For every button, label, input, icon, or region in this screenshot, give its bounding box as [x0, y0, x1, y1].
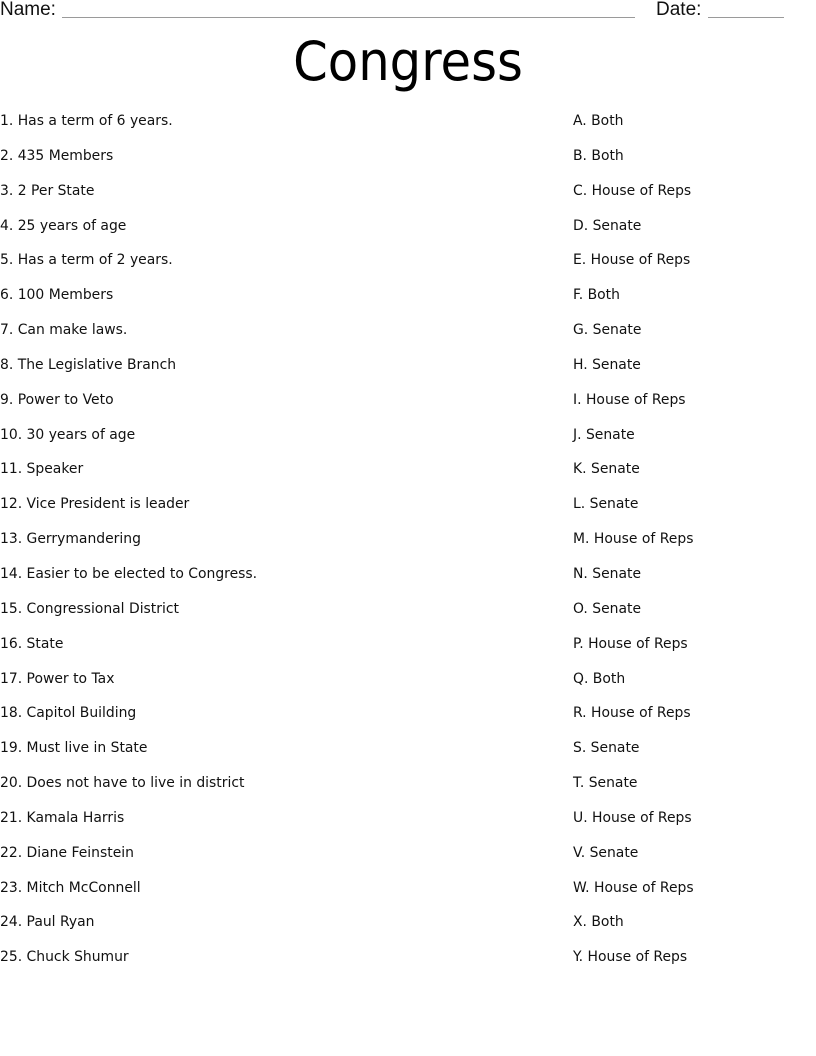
answer-item: Y. House of Reps [573, 949, 688, 966]
answer-item: T. Senate [573, 775, 638, 792]
answer-item: D. Senate [573, 217, 642, 234]
question-item: 15. Congressional District [0, 600, 179, 617]
answer-item: F. Both [573, 287, 620, 304]
question-item: 13. Gerrymandering [0, 531, 141, 548]
answer-item: O. Senate [573, 600, 642, 617]
answer-item: N. Senate [573, 565, 642, 582]
answer-item: L. Senate [573, 496, 639, 513]
question-item: 21. Kamala Harris [0, 809, 125, 826]
question-item: 22. Diane Feinstein [0, 844, 134, 861]
answer-item: C. House of Reps [573, 182, 692, 199]
answer-item: S. Senate [573, 740, 640, 757]
name-blank-line [62, 17, 635, 18]
answer-item: R. House of Reps [573, 705, 691, 722]
question-item: 19. Must live in State [0, 740, 148, 757]
question-item: 5. Has a term of 2 years. [0, 252, 173, 269]
question-item: 10. 30 years of age [0, 426, 136, 443]
question-item: 7. Can make laws. [0, 322, 128, 339]
page-title: Congress [293, 30, 523, 93]
answer-item: V. Senate [573, 844, 639, 861]
question-item: 9. Power to Veto [0, 391, 114, 408]
answer-item: B. Both [573, 147, 624, 164]
answer-item: A. Both [573, 113, 624, 129]
question-item: 12. Vice President is leader [0, 496, 190, 513]
answer-item: X. Both [573, 914, 624, 931]
answer-item: U. House of Reps [573, 809, 692, 826]
question-item: 23. Mitch McConnell [0, 879, 141, 896]
question-item: 3. 2 Per State [0, 182, 95, 199]
question-item: 4. 25 years of age [0, 217, 127, 234]
answer-item: I. House of Reps [573, 391, 686, 408]
answer-item: W. House of Reps [573, 879, 694, 896]
worksheet-header [0, 0, 816, 24]
question-item: 1. Has a term of 6 years. [0, 113, 173, 129]
answer-item: G. Senate [573, 322, 642, 339]
question-item: 6. 100 Members [0, 287, 114, 304]
question-item: 24. Paul Ryan [0, 914, 95, 931]
date-blank-line [708, 17, 784, 18]
answer-item: P. House of Reps [573, 635, 688, 652]
question-item: 8. The Legislative Branch [0, 356, 177, 373]
date-label: Date: [656, 0, 702, 20]
answer-item: J. Senate [573, 426, 635, 443]
questions-list [0, 111, 540, 982]
question-item: 16. State [0, 635, 64, 652]
question-item: 18. Capitol Building [0, 705, 137, 722]
name-label: Name: [0, 0, 56, 20]
question-item: 14. Easier to be elected to Congress. [0, 565, 258, 582]
answers-list [573, 111, 813, 982]
question-item: 25. Chuck Shumur [0, 949, 129, 966]
answer-item: H. Senate [573, 356, 641, 373]
question-item: 17. Power to Tax [0, 670, 115, 687]
question-item: 2. 435 Members [0, 147, 114, 164]
question-item: 20. Does not have to live in district [0, 775, 245, 792]
question-item: 11. Speaker [0, 461, 84, 478]
answer-item: K. Senate [573, 461, 640, 478]
answer-item: M. House of Reps [573, 531, 694, 548]
answer-item: E. House of Reps [573, 252, 691, 269]
answer-item: Q. Both [573, 670, 626, 687]
